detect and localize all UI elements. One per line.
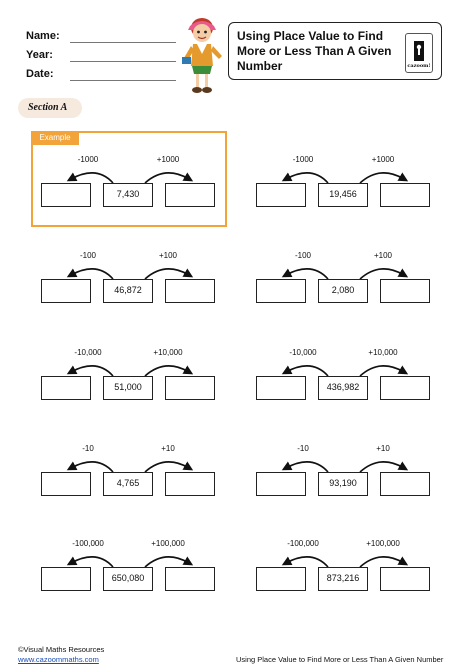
- keyhole-icon: [413, 41, 425, 61]
- example-tag: Example: [31, 131, 79, 145]
- plus-label: +10: [376, 444, 390, 453]
- answer-box-more[interactable]: [380, 472, 430, 496]
- girl-illustration: [180, 14, 228, 96]
- footer-copyright: ©Visual Maths Resources: [18, 645, 105, 654]
- minus-label: -10,000: [74, 348, 102, 357]
- given-number: 46,872: [103, 279, 153, 303]
- minus-label: -100: [294, 251, 311, 260]
- answer-box-more[interactable]: [380, 279, 430, 303]
- answer-box-more[interactable]: [165, 376, 215, 400]
- answer-box-more[interactable]: [165, 472, 215, 496]
- date-field[interactable]: [70, 80, 176, 81]
- arrows-icon: [41, 452, 231, 474]
- minus-label: -10: [82, 444, 94, 453]
- answer-box-less[interactable]: [256, 183, 306, 207]
- answer-box-less[interactable]: [41, 472, 91, 496]
- given-number: 19,456: [318, 183, 368, 207]
- minus-label: -100,000: [287, 539, 319, 548]
- given-number: 4,765: [103, 472, 153, 496]
- answer-box-more[interactable]: [380, 567, 430, 591]
- given-number: 51,000: [103, 376, 153, 400]
- answer-box-more[interactable]: [380, 376, 430, 400]
- problem-6: [256, 348, 446, 410]
- answer-box-less[interactable]: [41, 279, 91, 303]
- problem-3: [41, 251, 231, 313]
- minus-label: -10,000: [289, 348, 317, 357]
- plus-label: +10: [161, 444, 175, 453]
- answer-box-less[interactable]: [256, 567, 306, 591]
- section-label: Section A: [18, 98, 82, 118]
- footer-title: Using Place Value to Find More or Less Than A Given Number: [236, 655, 444, 664]
- answer-box-less[interactable]: [256, 376, 306, 400]
- given-number: 873,216: [318, 567, 368, 591]
- answer-box-more[interactable]: [165, 279, 215, 303]
- plus-label: +1000: [156, 155, 180, 164]
- problem-7: [41, 444, 231, 506]
- year-field[interactable]: [70, 61, 176, 62]
- arrows-icon: [256, 163, 446, 185]
- answer-box-more[interactable]: [165, 183, 215, 207]
- name-label: Name:: [26, 30, 60, 42]
- answer-box-more[interactable]: [165, 567, 215, 591]
- logo-text: cazoom!: [407, 63, 431, 69]
- footer-url-link[interactable]: www.cazoommaths.com: [18, 655, 99, 664]
- arrows-icon: [41, 547, 231, 569]
- answer-box-more[interactable]: [380, 183, 430, 207]
- date-label: Date:: [26, 68, 54, 80]
- plus-label: +10,000: [153, 348, 183, 357]
- minus-label: -100: [79, 251, 96, 260]
- arrows-icon: [41, 356, 231, 378]
- worksheet-title-box: [228, 22, 442, 80]
- worksheet-title: Using Place Value to Find More or Less Than A Given Number: [237, 29, 392, 73]
- plus-label: +100: [373, 251, 393, 260]
- answer-box-less[interactable]: [41, 567, 91, 591]
- problem-8: [256, 444, 446, 506]
- given-number: 2,080: [318, 279, 368, 303]
- plus-label: +100,000: [366, 539, 400, 548]
- given-number: 7,430: [103, 183, 153, 207]
- problem-1: [41, 155, 231, 217]
- plus-label: +100: [158, 251, 178, 260]
- answer-box-less[interactable]: [256, 472, 306, 496]
- problem-2: [256, 155, 446, 217]
- minus-label: -1000: [77, 155, 99, 164]
- arrows-icon: [41, 163, 231, 185]
- problem-5: [41, 348, 231, 410]
- plus-label: +100,000: [151, 539, 185, 548]
- arrows-icon: [256, 259, 446, 281]
- arrows-icon: [256, 356, 446, 378]
- name-field[interactable]: [70, 42, 176, 43]
- plus-label: +1000: [371, 155, 395, 164]
- given-number: 93,190: [318, 472, 368, 496]
- arrows-icon: [256, 547, 446, 569]
- answer-box-less[interactable]: [41, 376, 91, 400]
- minus-label: -1000: [292, 155, 314, 164]
- minus-label: -100,000: [72, 539, 104, 548]
- answer-box-less[interactable]: [256, 279, 306, 303]
- given-number: 436,982: [318, 376, 368, 400]
- arrows-icon: [256, 452, 446, 474]
- year-label: Year:: [26, 49, 53, 61]
- arrows-icon: [41, 259, 231, 281]
- cazoom-logo: [405, 33, 433, 73]
- minus-label: -10: [297, 444, 309, 453]
- plus-label: +10,000: [368, 348, 398, 357]
- given-number: 650,080: [103, 567, 153, 591]
- problem-4: [256, 251, 446, 313]
- answer-box-less[interactable]: [41, 183, 91, 207]
- problem-9: [41, 539, 231, 601]
- problem-10: [256, 539, 446, 601]
